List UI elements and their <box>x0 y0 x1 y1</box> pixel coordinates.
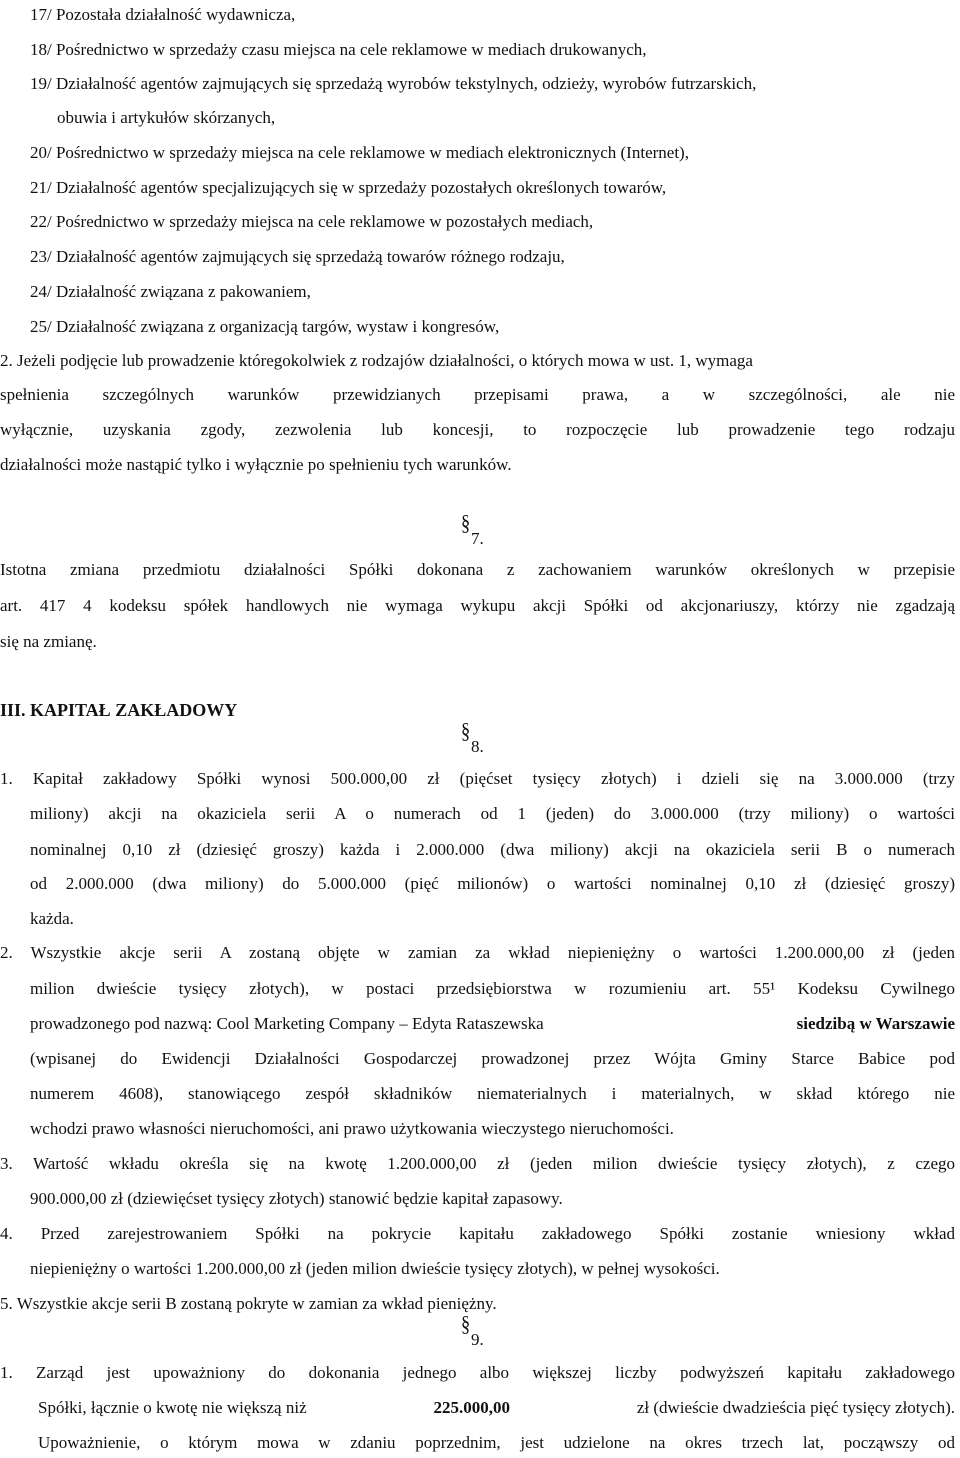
activity-item: 24/ Działalność związana z pakowaniem, <box>30 282 311 301</box>
paragraph-line: działalności może nastąpić tylko i wyłącznie po spełnieniu tych warunków. <box>0 455 512 474</box>
paragraph-line: wyłącznie, uzyskania zgody, zezwolenia lub koncesji, to rozpoczęcie lub prowadzenie tego rodzaju <box>0 420 955 439</box>
section-number-8: §8. <box>460 718 484 756</box>
paragraph-line: miliony) akcji na okaziciela serii A o numerach od 1 (jeden) do 3.000.000 (trzy miliony) o wartości <box>30 804 955 823</box>
section-number-9: §9. <box>460 1311 484 1349</box>
activity-item-continued: obuwia i artykułów skórzanych, <box>57 108 276 127</box>
text-fragment: zł (dwieście dwadzieścia pięć tysięcy złotych). <box>636 1398 955 1417</box>
paragraph-line: wchodzi prawo własności nieruchomości, ani prawo użytkowania wieczystego nieruchomości. <box>30 1119 674 1138</box>
chapter-heading: III. KAPITAŁ ZAKŁADOWY <box>0 700 238 720</box>
paragraph-line <box>38 1398 955 1418</box>
paragraph-line: od 2.000.000 (dwa miliony) do 5.000.000 (pięć milionów) o wartości nominalnej 0,10 zł (dziesięć groszy) <box>30 874 955 893</box>
paragraph-line: Upoważnienie, o którym mowa w zdaniu poprzednim, jest udzielone na okres trzech lat, począwszy od <box>38 1433 955 1452</box>
paragraph-line: numerem 4608), stanowiącego zespół składników niematerialnych i materialnych, w skład którego nie <box>30 1084 955 1103</box>
text-fragment: Spółki, łącznie o kwotę nie większą niż <box>38 1398 307 1417</box>
section-number-7: §7. <box>460 510 484 548</box>
paragraph-line: 3. Wartość wkładu określa się na kwotę 1.200.000,00 zł (jeden milion dwieście tysięcy złotych), z czego <box>0 1154 955 1173</box>
paragraph-line: 2. Wszystkie akcje serii A zostaną objęte w zamian za wkład niepieniężny o wartości 1.200.000,00 zł (jeden <box>0 943 955 962</box>
paragraph-line: nominalnej 0,10 zł (dziesięć groszy) każda i 2.000.000 (dwa miliony) akcji na okaziciela serii B o numerach <box>30 840 955 859</box>
paragraph-line: 2. Jeżeli podjęcie lub prowadzenie któregokolwiek z rodzajów działalności, o których mowa w ust. 1, wymaga <box>0 351 753 370</box>
activity-item: 18/ Pośrednictwo w sprzedaży czasu miejsca na cele reklamowe w mediach drukowanych, <box>30 40 647 59</box>
activity-item: 17/ Pozostała działalność wydawnicza, <box>30 5 296 24</box>
amount-text: 225.000,00 <box>433 1398 510 1417</box>
paragraph-line: milion dwieście tysięcy złotych), w postaci przedsiębiorstwa w rozumieniu art. 55¹ Kodeksu Cywilnego <box>30 979 955 998</box>
paragraph-line: 5. Wszystkie akcje serii B zostaną pokryte w zamian za wkład pieniężny. <box>0 1294 497 1313</box>
paragraph-line: każda. <box>30 909 74 928</box>
activity-item: 20/ Pośrednictwo w sprzedaży miejsca na cele reklamowe w mediach elektronicznych (Internet), <box>30 143 689 162</box>
paragraph-line: 1. Zarząd jest upoważniony do dokonania jednego albo większej liczby podwyższeń kapitału zakładowego <box>0 1363 955 1382</box>
company-name-text: prowadzonego pod nazwą: Cool Marketing Company – Edyta Rataszewska <box>30 1014 544 1033</box>
company-seat-text: siedzibą w Warszawie <box>796 1014 955 1033</box>
paragraph-line: 900.000,00 zł (dziewięćset tysięcy złotych) stanowić będzie kapitał zapasowy. <box>30 1189 563 1208</box>
activity-item: 22/ Pośrednictwo w sprzedaży miejsca na cele reklamowe w pozostałych mediach, <box>30 212 594 231</box>
paragraph-line: 4. Przed zarejestrowaniem Spółki na pokrycie kapitału zakładowego Spółki zostanie wniesiony wkład <box>0 1224 955 1243</box>
paragraph-line: się na zmianę. <box>0 632 97 651</box>
paragraph-line: spełnienia szczególnych warunków przewidzianych przepisami prawa, a w szczególności, ale nie <box>0 385 955 404</box>
paragraph-line: Istotna zmiana przedmiotu działalności Spółki dokonana z zachowaniem warunków określonych w przepisie <box>0 560 955 579</box>
activity-item: 23/ Działalność agentów zajmujących się sprzedażą towarów różnego rodzaju, <box>30 247 565 266</box>
activity-item: 21/ Działalność agentów specjalizujących się w sprzedaży pozostałych określonych towarów, <box>30 178 667 197</box>
paragraph-line: (wpisanej do Ewidencji Działalności Gospodarczej prowadzonej przez Wójta Gminy Starce Babice pod <box>30 1049 955 1068</box>
paragraph-line: 1. Kapitał zakładowy Spółki wynosi 500.000,00 zł (pięćset tysięcy złotych) i dzieli się na 3.000.000 (trzy <box>0 769 955 788</box>
paragraph-line <box>30 1014 955 1034</box>
activity-item: 19/ Działalność agentów zajmujących się sprzedażą wyrobów tekstylnych, odzieży, wyrobów futrzarskich, <box>30 74 757 93</box>
activity-item: 25/ Działalność związana z organizacją targów, wystaw i kongresów, <box>30 317 500 336</box>
paragraph-line: niepieniężny o wartości 1.200.000,00 zł (jeden milion dwieście tysięcy złotych), w pełnej wysokości. <box>30 1259 720 1278</box>
paragraph-line: art. 417 4 kodeksu spółek handlowych nie wymaga wykupu akcji Spółki od akcjonariuszy, którzy nie zgadzają <box>0 596 955 615</box>
